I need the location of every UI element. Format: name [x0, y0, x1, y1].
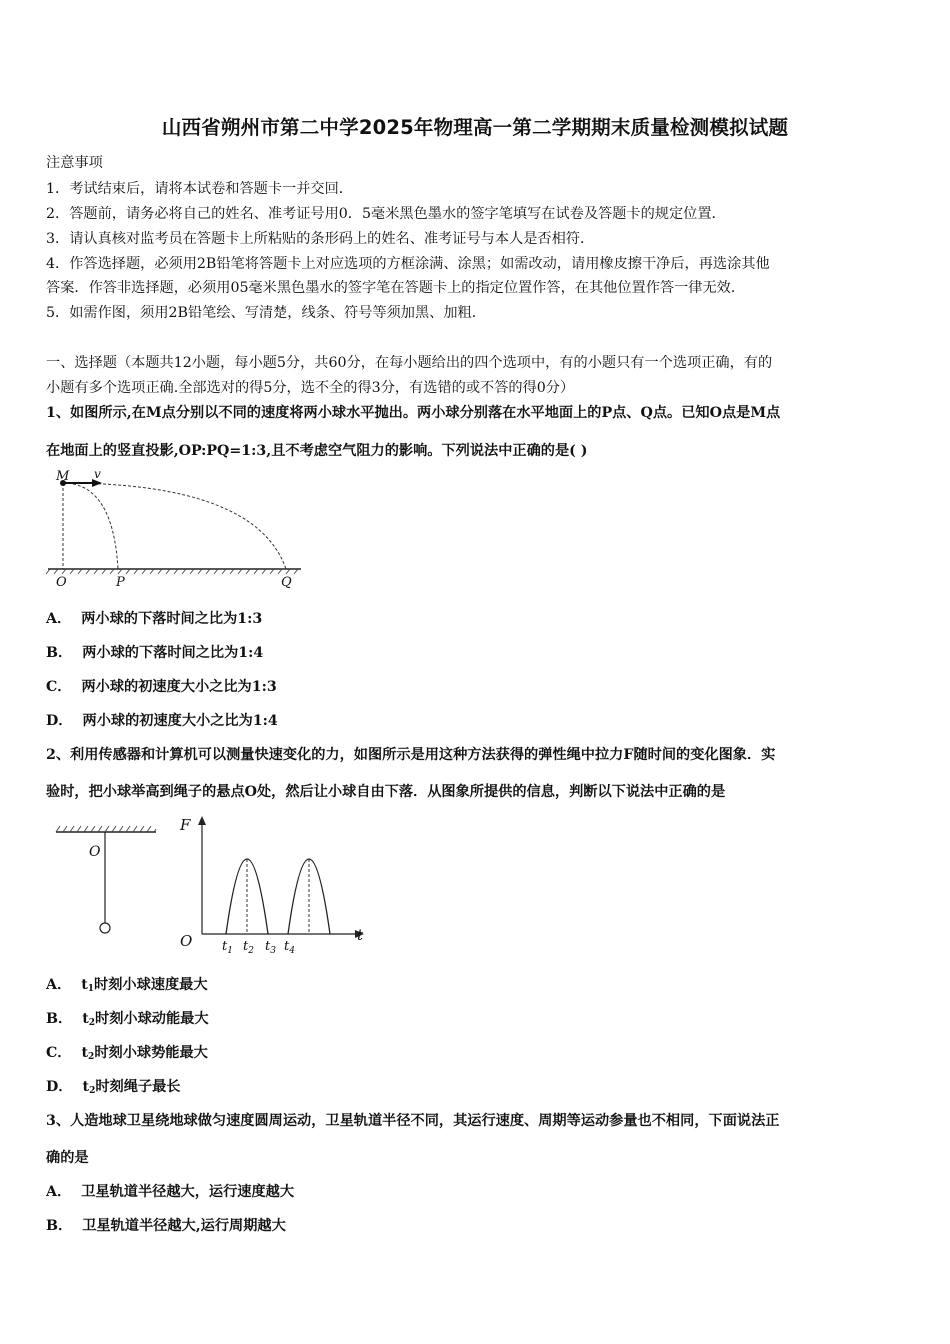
option-text: 卫星轨道半径越大，运行速度越大 — [81, 1184, 295, 1200]
question-2-stem: 验时，把小球举高到绳子的悬点O处，然后让小球自由下落．从图象所提供的信息，判断以下说法中正确的是 — [46, 784, 726, 800]
option-b — [46, 1008, 209, 1028]
question-3-stem: 3、人造地球卫星绕地球做匀速度圆周运动，卫星轨道半径不同，其运行速度、周期等运动参量也不相同，下面说法正 — [46, 1113, 780, 1129]
label-o-suspension: O — [89, 844, 101, 860]
label-q: Q — [281, 575, 292, 590]
option-text: 时刻小球势能最大 — [94, 1045, 208, 1061]
notice-item: 1．考试结束后，请将本试卷和答题卡一并交回． — [46, 181, 353, 197]
label-t3: $t_3$ — [265, 939, 276, 956]
option-key: B． — [46, 1218, 73, 1234]
time-subscript: 1 — [87, 984, 95, 994]
time-symbol: t — [81, 977, 88, 993]
label-v: v — [94, 467, 101, 481]
notice-heading: 注意事项 — [46, 155, 103, 171]
notice-item: 3．请认真核对监考员在答题卡上所粘贴的条形码上的姓名、准考证号与本人是否相符． — [46, 231, 595, 247]
option-a — [46, 974, 208, 994]
label-p: P — [116, 575, 125, 590]
label-t4: $t_4$ — [284, 939, 295, 956]
time-symbol: t — [82, 1079, 90, 1095]
option-text: 两小球的初速度大小之比为1:3 — [81, 679, 277, 695]
option-a — [46, 1181, 294, 1201]
option-key: D． — [46, 713, 73, 729]
option-text: 两小球的下落时间之比为1:3 — [81, 611, 263, 627]
force-time-figure — [52, 812, 372, 957]
option-d — [46, 710, 278, 730]
notice-item: 5．如需作图，须用2B铅笔绘、写清楚，线条、符号等须加黑、加粗． — [46, 305, 486, 321]
time-subscript: 2 — [88, 1052, 95, 1062]
question-1-stem: 在地面上的竖直投影,OP:PQ=1:3,且不考虑空气阻力的影响。下列说法中正确的是( ) — [46, 443, 588, 459]
question-1-stem: 1、如图所示,在M点分别以不同的速度将两小球水平抛出。两小球分别落在水平地面上的P点、Q点。已知O点是M点 — [46, 405, 781, 421]
label-t1: $t_1$ — [222, 939, 233, 956]
notice-item: 4．作答选择题，必须用2B铅笔将答题卡上对应选项的方框涂满、涂黑；如需改动，请用橡皮擦干净后，再选涂其他 — [46, 256, 770, 272]
option-c — [46, 676, 277, 696]
option-text: 两小球的初速度大小之比为1:4 — [82, 713, 278, 729]
option-b — [46, 1215, 286, 1235]
section-instructions: 一、选择题（本题共12小题，每小题5分，共60分，在每小题给出的四个选项中，有的小题只有一个选项正确，有的 — [46, 355, 773, 371]
notice-item: 答案．作答非选择题，必须用05毫米黑色墨水的签字笔在答题卡上的指定位置作答，在其他位置作答一律无效． — [46, 280, 746, 296]
option-d — [46, 1076, 180, 1096]
option-key: C． — [46, 679, 72, 695]
option-key: B． — [46, 645, 73, 661]
option-key: A． — [46, 611, 72, 627]
question-2-stem: 2、利用传感器和计算机可以测量快速变化的力，如图所示是用这种方法获得的弹性绳中拉力F随时间的变化图象．实 — [46, 747, 776, 763]
option-text: 时刻小球动能最大 — [95, 1011, 209, 1027]
option-key: A． — [46, 1184, 72, 1200]
time-symbol: t — [82, 1011, 89, 1027]
option-text: 时刻小球速度最大 — [94, 977, 208, 993]
time-subscript: 2 — [89, 1086, 96, 1096]
ball — [100, 923, 110, 933]
option-key: D． — [46, 1079, 73, 1095]
label-t2: $t_2$ — [243, 939, 254, 956]
ceiling-hatching — [56, 826, 156, 832]
label-m: M — [56, 469, 70, 484]
section-instructions: 小题有多个选项正确.全部选对的得5分，选不全的得3分，有选错的或不答的得0分） — [46, 380, 575, 396]
time-subscript: 2 — [88, 1018, 96, 1028]
trajectory-q — [63, 483, 286, 569]
option-c — [46, 1042, 208, 1062]
time-symbol: t — [81, 1045, 89, 1061]
label-t: t — [357, 926, 364, 944]
option-key: A． — [46, 977, 72, 993]
option-a — [46, 608, 262, 628]
projectile-figure — [46, 466, 306, 590]
trajectory-p — [63, 483, 118, 569]
f-axis-arrow — [198, 816, 206, 825]
question-3-stem: 确的是 — [46, 1150, 89, 1166]
option-b — [46, 642, 263, 662]
option-text: 时刻绳子最长 — [95, 1079, 181, 1095]
option-key: C． — [46, 1045, 72, 1061]
page-title: 山西省朔州市第二中学2025年物理高一第二学期期末质量检测模拟试题 — [161, 116, 789, 139]
option-key: B． — [46, 1011, 73, 1027]
notice-item: 2．答题前，请务必将自己的姓名、准考证号用0．5毫米黑色墨水的签字笔填写在试卷及答题卡的规定位置． — [46, 206, 726, 222]
option-text: 两小球的下落时间之比为1:4 — [82, 645, 264, 661]
label-o: O — [56, 575, 67, 590]
label-f: F — [180, 816, 191, 834]
option-text: 卫星轨道半径越大,运行周期越大 — [82, 1218, 286, 1234]
label-origin: O — [180, 932, 193, 950]
